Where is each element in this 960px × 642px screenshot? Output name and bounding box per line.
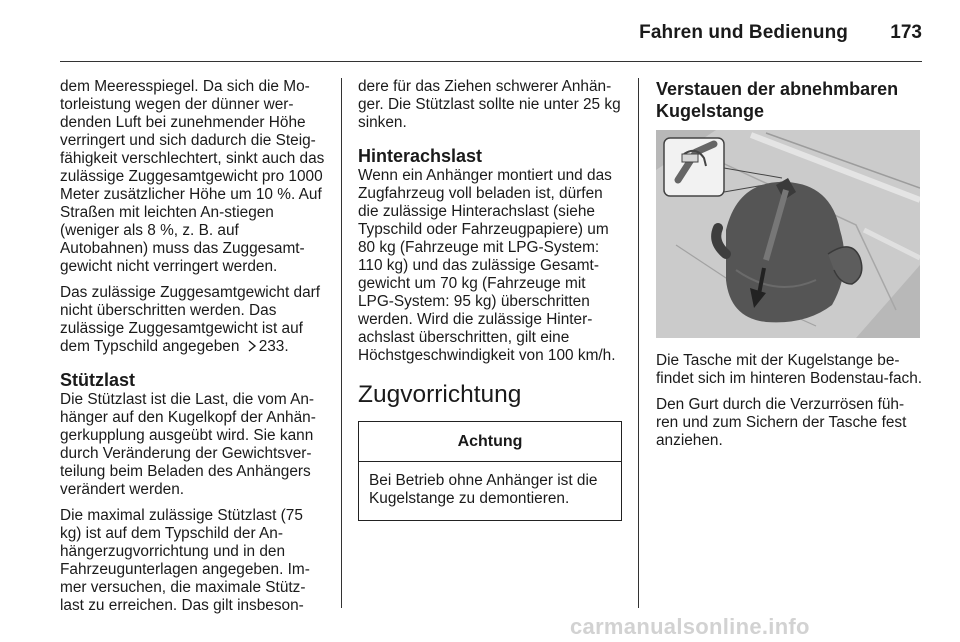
paragraph-bag-location: Die Tasche mit der Kugelstange be-findet sich im hinteren Bodenstau-fach. bbox=[656, 352, 923, 387]
column-divider-1 bbox=[341, 78, 342, 608]
paragraph-altitude: dem Meeresspiegel. Da sich die Mo-torleistung wegen der dünner wer-denden Luft bei zunehmender Höhe verringert und sich dadurch die Steig-fähigkeit verschlechtert, sinkt auch das zulässige Zuggesamtgewicht pro 1000 Meter zusätzlicher Höhe um 10 %. Auf Straßen mit leichten An-stiegen (weniger als 8 %, z. B. auf Autobahnen) muss das Zuggesamt-gewicht nicht verringert werden. bbox=[60, 78, 325, 275]
tow-bar-bag-illustration bbox=[656, 130, 920, 338]
chapter-title: Fahren und Bedienung bbox=[639, 22, 848, 43]
page-reference[interactable]: 233. bbox=[258, 338, 289, 355]
page-number: 173 bbox=[890, 22, 922, 43]
warning-text: Bei Betrieb ohne Anhänger ist die Kugelstange zu demontieren. bbox=[369, 472, 598, 507]
column-1 bbox=[60, 78, 328, 623]
paragraph-hinterachslast: Wenn ein Anhänger montiert und das Zugfahrzeug voll beladen ist, dürfen die zulässige Hinterachslast (siehe Typschild oder Fahrzeugpapiere) um 80 kg (Fahrzeuge mit LPG-System: 110 kg) und das zulässige Gesamt-gewicht um 70 kg (Fahrzeuge mit LPG-System: 95 kg) überschritten werden. Wird die zulässige Hinter-achslast überschritten, gilt eine Höchstgeschwindigkeit von 100 km/h. bbox=[358, 167, 616, 364]
page-header bbox=[0, 0, 960, 64]
column-2 bbox=[358, 78, 622, 521]
heading-verstauen: Verstauen der abnehmbaren Kugelstange bbox=[656, 79, 899, 121]
warning-box bbox=[358, 421, 622, 521]
heading-hinterachslast: Hinterachslast bbox=[358, 146, 483, 166]
watermark: carmanualsonline.info bbox=[570, 614, 810, 639]
warning-title: Achtung bbox=[359, 422, 621, 462]
tow-bar-bag-drawing bbox=[656, 130, 920, 338]
heading-zugvorrichtung: Zugvorrichtung bbox=[358, 381, 522, 408]
paragraph-stuetzlast-definition: Die Stützlast ist die Last, die vom An-hänger auf den Kugelkopf der Anhän-gerkupplung ausgeübt wird. Sie kann durch Veränderung der Gewichtsver-teilung beim Beladen des Anhängers verändert werden. bbox=[60, 391, 316, 498]
paragraph-stuetzlast-max: Die maximal zulässige Stützlast (75 kg) ist auf dem Typschild der An-hängerzugvorrichtung und in den Fahrzeugunterlagen angegeben. Im-mer versuchen, die maximale Stütz-last zu erreichen. Das gilt insbeson- bbox=[60, 507, 310, 614]
paragraph-gross-weight-text: Das zulässige Zuggesamtgewicht darf nicht überschritten werden. Das zulässige Zuggesamtgewicht ist auf dem Typschild angegeben bbox=[60, 284, 321, 355]
paragraph-gross-weight bbox=[60, 284, 328, 356]
header-divider bbox=[60, 61, 922, 62]
paragraph-stuetzlast-min: dere für das Ziehen schwerer Anhän-ger. Die Stützlast sollte nie unter 25 kg sinken. bbox=[358, 78, 621, 131]
heading-stuetzlast: Stützlast bbox=[60, 370, 136, 390]
page-reference-arrow-icon bbox=[247, 340, 257, 352]
column-divider-2 bbox=[638, 78, 639, 608]
paragraph-strap-instruction: Den Gurt durch die Verzurrösen füh-ren und zum Sichern der Tasche fest anziehen. bbox=[656, 396, 907, 449]
column-3 bbox=[656, 78, 924, 458]
